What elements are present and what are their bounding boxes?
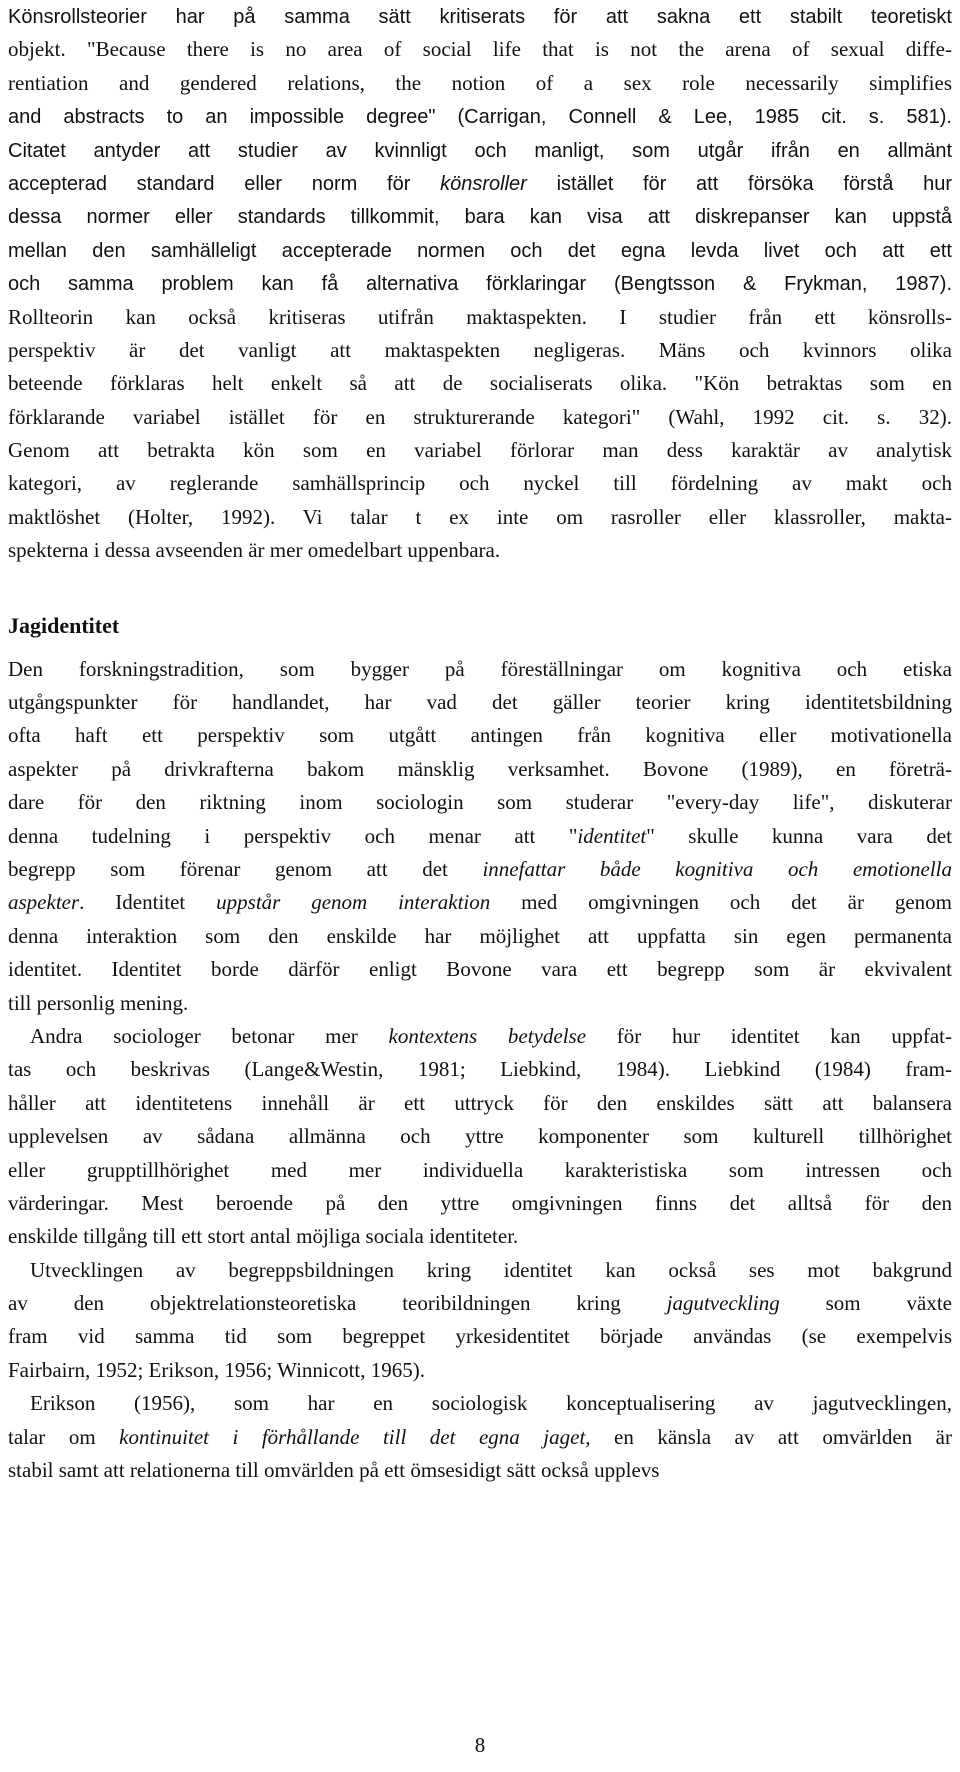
text-segment: och samma problem kan få alternativa förklaringar (Bengtsson & Frykman, 1987). <box>8 273 952 296</box>
text-line <box>8 953 952 986</box>
text-segment: håller att identitetens innehåll är ett uttryck för den enskildes sätt att balansera <box>8 1090 952 1115</box>
text-segment: eller grupptillhörighet med mer individuella karakteristiska som intressen och <box>8 1157 952 1182</box>
text-line <box>8 167 952 200</box>
text-line <box>8 1020 952 1053</box>
text-line <box>8 467 952 500</box>
text-line <box>8 434 952 467</box>
text-line <box>8 1387 952 1420</box>
italic-text: uppstår genom interaktion <box>216 890 491 915</box>
text-line <box>8 1354 952 1387</box>
text-line <box>8 301 952 334</box>
text-segment: Erikson (1956), som har en sociologisk konceptualisering av jagutvecklingen, <box>30 1391 952 1416</box>
text-segment: rentiation and gendered relations, the notion of a sex role necessarily simplifies <box>8 70 952 95</box>
text-segment: mellan den samhälleligt accepterade normen och det egna levda livet och att ett <box>8 239 952 262</box>
text-line <box>8 401 952 434</box>
text-line <box>8 33 952 66</box>
text-line <box>8 987 952 1020</box>
text-line <box>8 1421 952 1454</box>
text-segment: dessa normer eller standards tillkommit, bara kan visa att diskrepanser kan uppstå <box>8 206 952 229</box>
text-segment: tas och beskrivas (Lange&Westin, 1981; Liebkind, 1984). Liebkind (1984) fram- <box>8 1057 952 1082</box>
text-segment: spekterna i dessa avseenden är mer omedelbart uppenbara. <box>8 538 501 563</box>
paragraph-rollteori-kritik <box>8 0 952 568</box>
text-segment: Fairbairn, 1952; Erikson, 1956; Winnicott, 1965). <box>8 1357 425 1382</box>
italic-text: innefattar både kognitiva och emotionella <box>482 856 952 881</box>
text-segment: för hur identitet kan uppfat- <box>586 1023 953 1048</box>
text-segment: objekt. "Because there is no area of social life that is not the arena of sexual diffe- <box>8 37 952 62</box>
italic-text: jagutveckling <box>666 1291 780 1316</box>
text-segment: denna tudelning i perspektiv och menar att " <box>8 823 578 848</box>
text-line <box>8 1254 952 1287</box>
text-segment: talar om <box>8 1424 120 1449</box>
italic-text: kontextens betydelse <box>388 1023 587 1048</box>
text-segment: med omgivningen och det är genom <box>490 890 952 915</box>
text-segment: beteende förklaras helt enkelt så att de socialiserats olika. "Kön betraktas som en <box>8 371 952 396</box>
text-segment: Könsrollsteorier har på samma sätt kritiserats för att sakna ett stabilt teoretiskt <box>8 6 952 28</box>
text-segment: kategori, av reglerande samhällsprincip och nyckel till fördelning av makt och <box>8 471 952 496</box>
text-segment: " skulle kunna vara det <box>646 823 952 848</box>
text-line <box>8 719 952 752</box>
text-segment: istället för att försöka förstå hur <box>526 172 952 195</box>
text-segment: Genom att betrakta kön som en variabel förlorar man dess karaktär av analytisk <box>8 438 952 463</box>
text-segment: . Identitet <box>79 890 217 915</box>
text-line <box>8 1087 952 1120</box>
text-line <box>8 267 952 300</box>
text-line <box>8 1320 952 1353</box>
paragraph-jagidentitet <box>8 653 952 1488</box>
text-segment: en känsla av att omvärlden är <box>590 1424 952 1449</box>
text-segment: dare för den riktning inom sociologin som studerar "every-day life", diskuterar <box>8 790 952 815</box>
text-segment: upplevelsen av sådana allmänna och yttre komponenter som kulturell tillhörighet <box>8 1124 952 1149</box>
italic-text: könsroller <box>440 172 527 195</box>
text-line <box>8 1187 952 1220</box>
text-line <box>8 100 952 133</box>
italic-text: kontinuitet i förhållande till det egna jaget, <box>119 1424 591 1449</box>
text-line <box>8 853 952 886</box>
italic-text: identitet <box>577 823 647 848</box>
text-line <box>8 886 952 919</box>
text-line <box>8 0 952 33</box>
page-number: 8 <box>474 1733 486 1757</box>
text-line <box>8 920 952 953</box>
section-heading-jagidentitet: Jagidentitet <box>8 612 120 638</box>
italic-text: aspekter <box>8 890 80 915</box>
text-line <box>8 653 952 686</box>
text-line <box>8 501 952 534</box>
text-line <box>8 1120 952 1153</box>
text-line <box>8 367 952 400</box>
text-line <box>8 753 952 786</box>
text-line <box>8 820 952 853</box>
text-segment: förklarande variabel istället för en strukturerande kategori" (Wahl, 1992 cit. s. 32). <box>8 404 952 429</box>
document-page <box>8 0 952 1487</box>
text-segment: utgångspunkter för handlandet, har vad det gäller teorier kring identitetsbildning <box>8 690 952 715</box>
text-segment: av den objektrelationsteoretiska teoribildningen kring <box>8 1291 667 1316</box>
text-line <box>8 1154 952 1187</box>
text-line <box>8 1287 952 1320</box>
text-segment: and abstracts to an impossible degree" (Carrigan, Connell & Lee, 1985 cit. s. 581). <box>8 106 952 129</box>
text-line <box>8 1053 952 1086</box>
text-line <box>8 134 952 167</box>
text-line <box>8 1220 952 1253</box>
text-segment: till personlig mening. <box>8 990 189 1015</box>
text-segment: Utvecklingen av begreppsbildningen kring identitet kan också ses mot bakgrund <box>30 1257 952 1282</box>
text-segment: identitet. Identitet borde därför enligt Bovone vara ett begrepp som är ekvivalent <box>8 957 952 982</box>
text-segment: accepterad standard eller norm för <box>8 172 441 195</box>
text-segment: ofta haft ett perspektiv som utgått antingen från kognitiva eller motivationella <box>8 723 952 748</box>
text-segment: fram vid samma tid som begreppet yrkesidentitet började användas (se exempelvis <box>8 1324 952 1349</box>
text-segment: enskilde tillgång till ett stort antal möjliga sociala identiteter. <box>8 1224 519 1249</box>
text-segment: begrepp som förenar genom att det <box>8 856 483 881</box>
text-segment: stabil samt att relationerna till omvärlden på ett ömsesidigt sätt också upplevs <box>8 1458 660 1483</box>
text-segment: Rollteorin kan också kritiseras utifrån maktaspekten. I studier från ett könsrolls- <box>8 304 952 329</box>
text-segment: Andra sociologer betonar mer <box>30 1023 389 1048</box>
text-segment: denna interaktion som den enskilde har möjlighet att uppfatta sin egen permanenta <box>8 923 952 948</box>
text-segment: maktlöshet (Holter, 1992). Vi talar t ex inte om rasroller eller klassroller, makta- <box>8 504 952 529</box>
text-line <box>8 234 952 267</box>
text-line <box>8 334 952 367</box>
text-segment: perspektiv är det vanligt att maktaspekten negligeras. Mäns och kvinnors olika <box>8 337 952 362</box>
text-line <box>8 1454 952 1487</box>
text-line <box>8 534 952 567</box>
text-line <box>8 67 952 100</box>
text-segment: Citatet antyder att studier av kvinnligt och manligt, som utgår ifrån en allmänt <box>8 139 952 162</box>
text-segment: aspekter på drivkrafterna bakom mänsklig verksamhet. Bovone (1989), en företrä- <box>8 756 952 781</box>
text-segment: Den forskningstradition, som bygger på föreställningar om kognitiva och etiska <box>8 656 952 681</box>
text-segment: som växte <box>779 1291 952 1316</box>
text-line <box>8 686 952 719</box>
text-segment: värderingar. Mest beroende på den yttre omgivningen finns det alltså för den <box>8 1190 952 1215</box>
text-line <box>8 786 952 819</box>
text-line <box>8 200 952 233</box>
